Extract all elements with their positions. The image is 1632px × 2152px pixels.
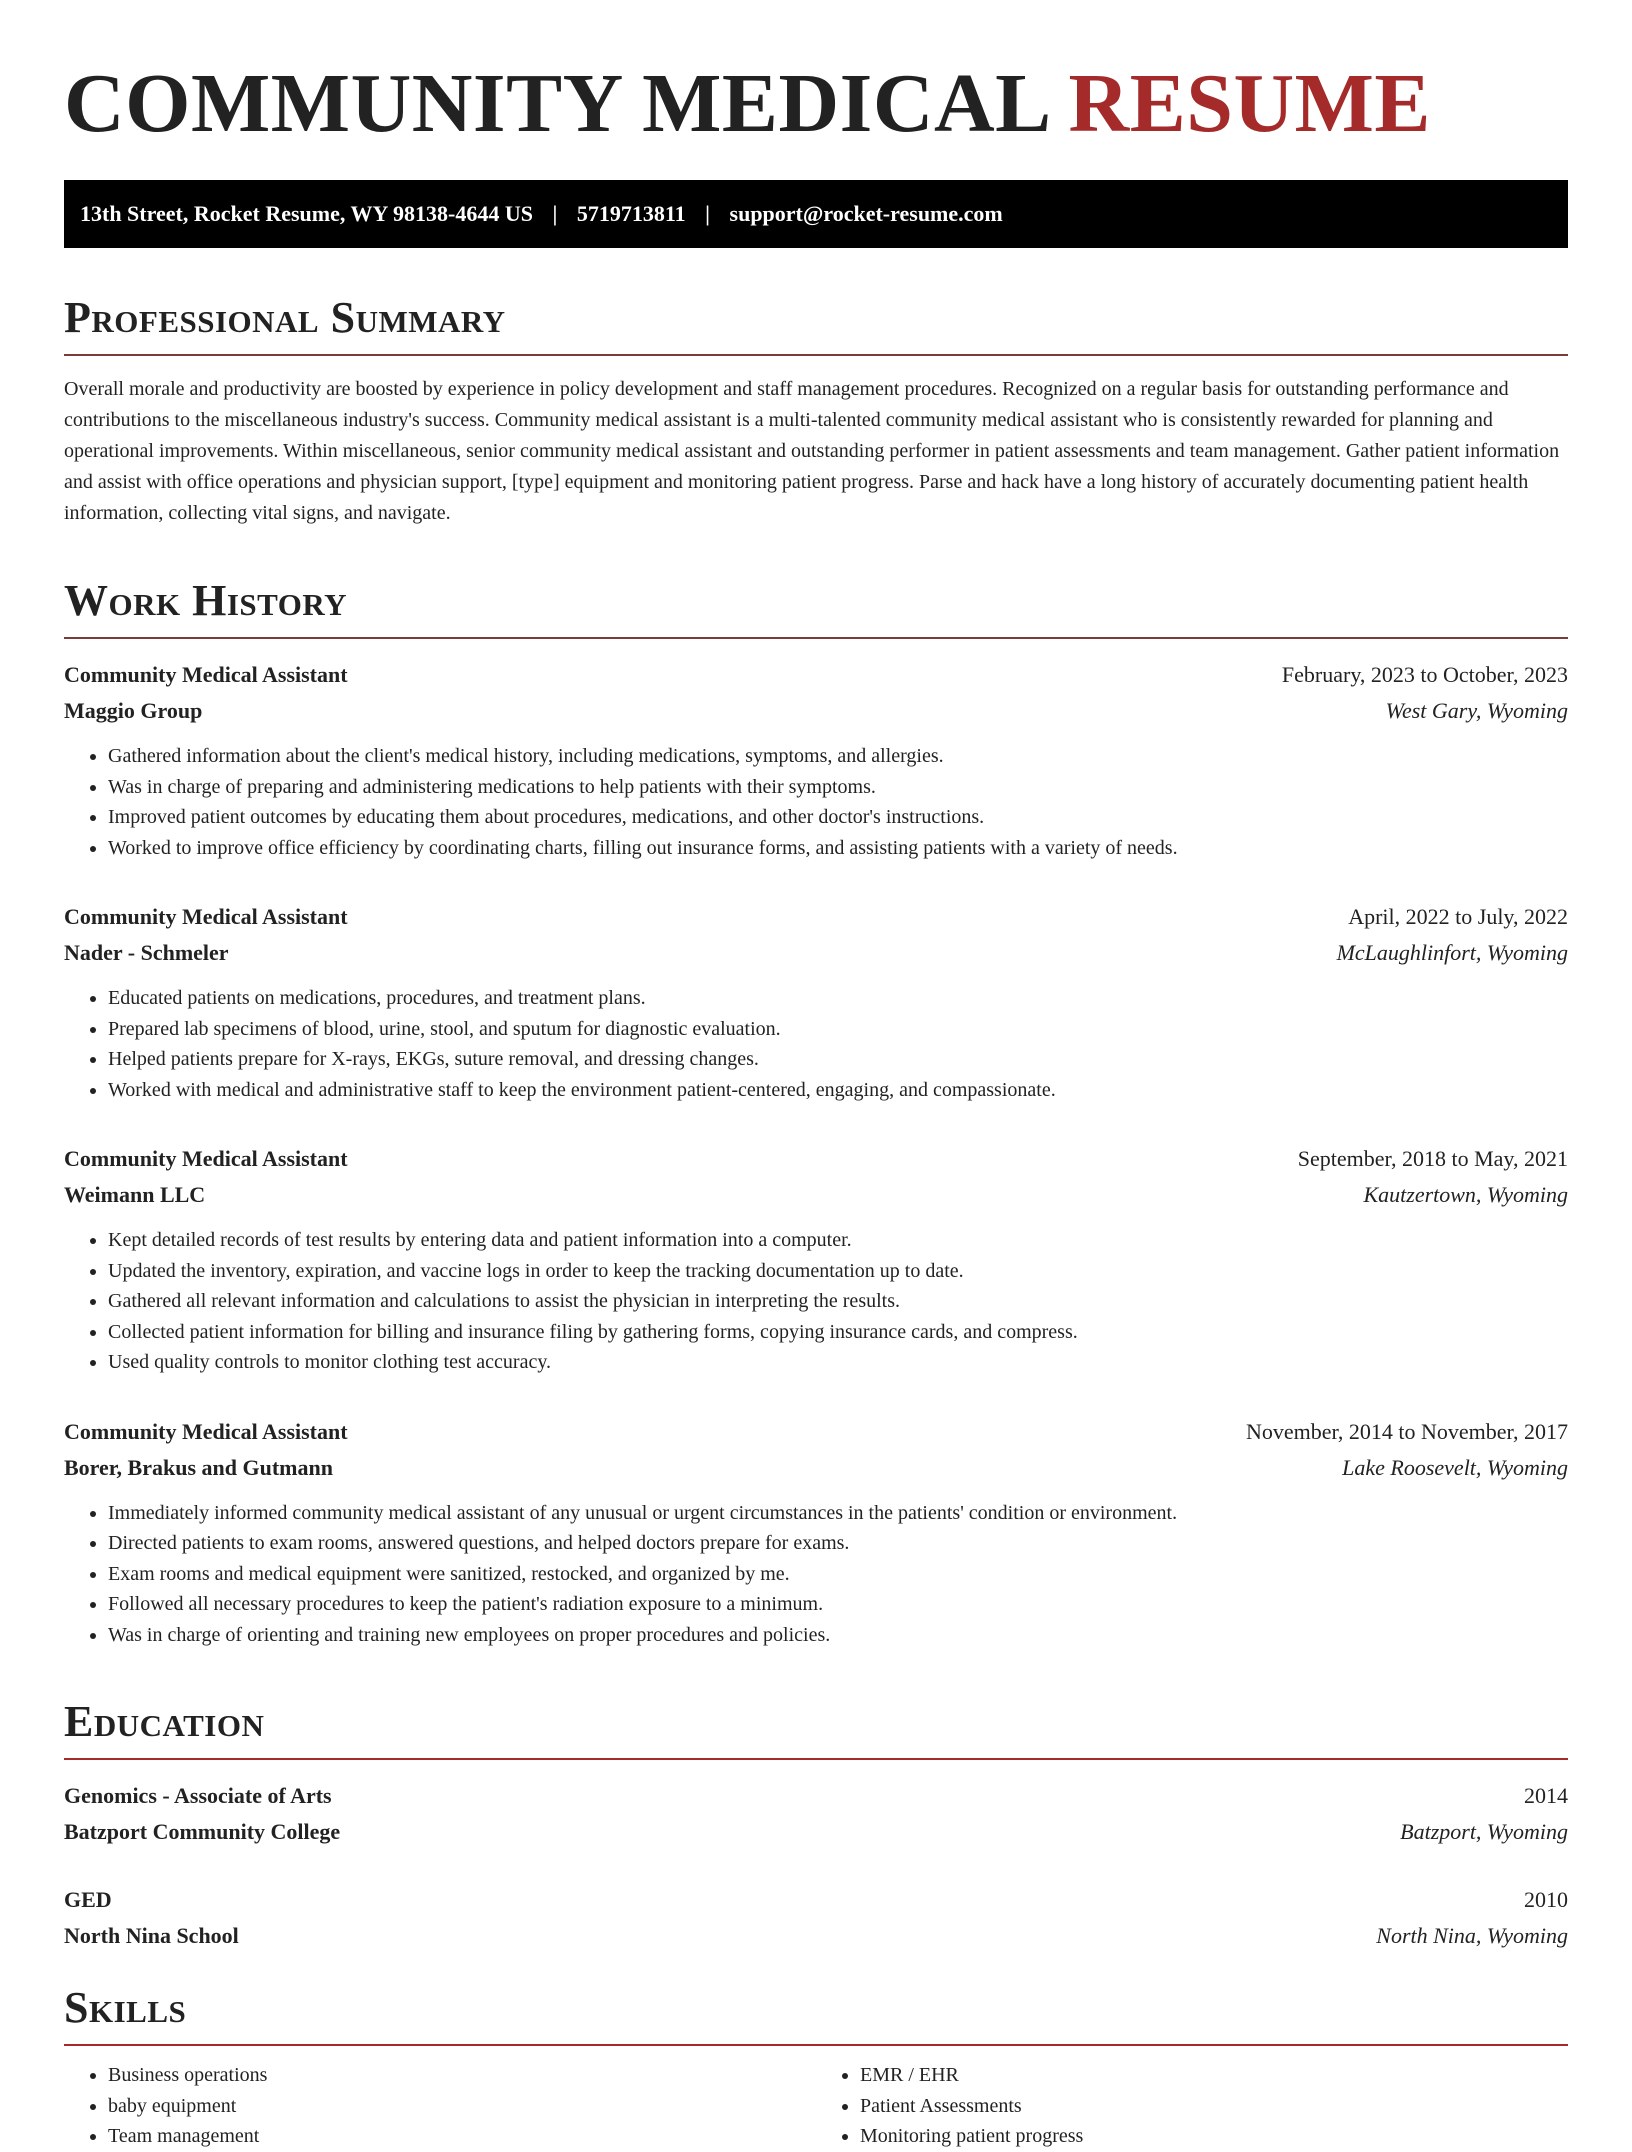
contact-separator: | <box>705 201 711 226</box>
section-divider <box>64 637 1568 639</box>
job-location: Kautzertown, Wyoming <box>1363 1182 1568 1207</box>
job-bullets <box>64 741 1568 863</box>
education-entry <box>64 1778 1568 1850</box>
job-bullet: • Kept detailed records of test results by entering data and patient information into a computer. <box>108 1225 1568 1256</box>
job-dates: September, 2018 to May, 2021 <box>1297 1146 1568 1171</box>
name-accent: RESUME <box>1068 57 1431 150</box>
job-bullet: • Was in charge of preparing and administering medications to help patients with their symptoms. <box>108 772 1568 803</box>
job-dates: April, 2022 to July, 2022 <box>1348 904 1568 929</box>
edu-school: Batzport Community College <box>64 1819 341 1844</box>
name-main: COMMUNITY MEDICAL <box>64 57 1048 150</box>
work-history-section <box>64 575 1568 1650</box>
job-dates: February, 2023 to October, 2023 <box>1281 662 1568 687</box>
edu-school: North Nina School <box>64 1923 239 1948</box>
job-bullets <box>64 1225 1568 1378</box>
summary-section <box>64 292 1568 529</box>
job-bullet: • Helped patients prepare for X-rays, EKGs, suture removal, and dressing changes. <box>108 1044 1568 1075</box>
job-company: Nader - Schmeler <box>64 940 229 965</box>
job-bullet: • Prepared lab specimens of blood, urine, stool, and sputum for diagnostic evaluation. <box>108 1014 1568 1045</box>
resume-name-heading <box>64 56 1568 152</box>
skill-item: • EMR / EHR <box>860 2060 1568 2091</box>
job-entry <box>64 657 1568 863</box>
job-bullet: • Was in charge of orienting and training new employees on proper procedures and policies. <box>108 1620 1568 1651</box>
job-bullet: • Gathered all relevant information and calculations to assist the physician in interpreting the results. <box>108 1286 1568 1317</box>
education-title: Education <box>64 1697 265 1746</box>
skills-grid <box>64 2060 1568 2152</box>
contact-separator: | <box>552 201 558 226</box>
job-bullet: • Used quality controls to monitor clothing test accuracy. <box>108 1347 1568 1378</box>
skill-item: • Team management <box>108 2121 816 2152</box>
job-company: Maggio Group <box>64 698 203 723</box>
job-entry <box>64 1141 1568 1378</box>
job-role: Community Medical Assistant <box>64 1146 348 1171</box>
contact-email[interactable]: support@rocket-resume.com <box>729 201 1003 226</box>
contact-address: 13th Street, Rocket Resume, WY 98138-4644 US <box>80 201 533 226</box>
job-entry <box>64 899 1568 1105</box>
job-company: Weimann LLC <box>64 1182 206 1207</box>
job-role: Community Medical Assistant <box>64 1418 348 1444</box>
skills-section <box>64 1982 1568 2152</box>
edu-year: 2014 <box>1524 1783 1568 1808</box>
skills-list-right <box>816 2060 1568 2152</box>
job-bullets <box>64 1498 1568 1651</box>
job-bullet: • Exam rooms and medical equipment were sanitized, restocked, and organized by me. <box>108 1559 1568 1590</box>
job-bullet: • Educated patients on medications, procedures, and treatment plans. <box>108 983 1568 1014</box>
contact-bar <box>64 180 1568 248</box>
skill-item: • Business operations <box>108 2060 816 2091</box>
education-entry <box>64 1882 1568 1954</box>
job-bullets <box>64 983 1568 1105</box>
job-entry <box>64 1414 1568 1651</box>
contact-phone[interactable]: 5719713811 <box>576 201 686 226</box>
job-bullet: • Immediately informed community medical assistant of any unusual or urgent circumstances in the patients' condition or environment. <box>108 1498 1568 1529</box>
job-bullet: • Updated the inventory, expiration, and vaccine logs in order to keep the tracking documentation up to date. <box>108 1256 1568 1287</box>
edu-location: Batzport, Wyoming <box>1400 1819 1568 1844</box>
summary-title: Professional Summary <box>64 293 506 342</box>
skills-title: Skills <box>64 1983 187 2032</box>
education-section <box>64 1696 1568 1954</box>
job-bullet: • Directed patients to exam rooms, answered questions, and helped doctors prepare for exams. <box>108 1528 1568 1559</box>
edu-degree: Genomics - Associate of Arts <box>64 1783 332 1808</box>
job-company: Borer, Brakus and Gutmann <box>64 1454 333 1480</box>
job-location: West Gary, Wyoming <box>1385 698 1568 723</box>
skill-item: • baby equipment <box>108 2091 816 2122</box>
section-divider <box>64 354 1568 356</box>
edu-degree: GED <box>64 1887 112 1912</box>
job-bullet: • Worked with medical and administrative staff to keep the environment patient-centered, engaging, and compassionate. <box>108 1075 1568 1106</box>
section-divider <box>64 1758 1568 1760</box>
edu-location: North Nina, Wyoming <box>1376 1923 1568 1948</box>
skill-item: • Monitoring patient progress <box>860 2121 1568 2152</box>
job-role: Community Medical Assistant <box>64 662 348 687</box>
job-bullet: • Gathered information about the client's medical history, including medications, symptoms, and allergies. <box>108 741 1568 772</box>
work-history-title: Work History <box>64 576 348 625</box>
job-bullet: • Followed all necessary procedures to keep the patient's radiation exposure to a minimum. <box>108 1589 1568 1620</box>
edu-year: 2010 <box>1524 1887 1568 1912</box>
job-role: Community Medical Assistant <box>64 904 348 929</box>
job-location: McLaughlinfort, Wyoming <box>1336 940 1568 965</box>
job-dates: November, 2014 to November, 2017 <box>1245 1418 1568 1444</box>
job-bullet: • Collected patient information for billing and insurance filing by gathering forms, copying insurance cards, and compress. <box>108 1317 1568 1348</box>
summary-text: Overall morale and productivity are boosted by experience in policy development and staff management procedures. Recognized on a regular basis for outstanding performance and contributions to the miscellaneous industry's success. Community medical assistant is a multi-talented community medical assistant who is consistently rewarded for planning and operational improvements. Within miscellaneous, senior community medical assistant and outstanding performer in patient assessments and team management. Gather patient information and assist with office operations and physician support, [type] equipment and monitoring patient progress. Parse and hack have a long history of accurately documenting patient health information, collecting vital signs, and navigate. <box>64 378 1560 524</box>
job-location: Lake Roosevelt, Wyoming <box>1342 1454 1568 1480</box>
job-bullet: • Worked to improve office efficiency by coordinating charts, filling out insurance forms, and assisting patients with a variety of needs. <box>108 833 1568 864</box>
section-divider <box>64 2044 1568 2046</box>
skills-list-left <box>64 2060 816 2152</box>
skill-item: • Patient Assessments <box>860 2091 1568 2122</box>
job-bullet: • Improved patient outcomes by educating them about procedures, medications, and other doctor's instructions. <box>108 802 1568 833</box>
